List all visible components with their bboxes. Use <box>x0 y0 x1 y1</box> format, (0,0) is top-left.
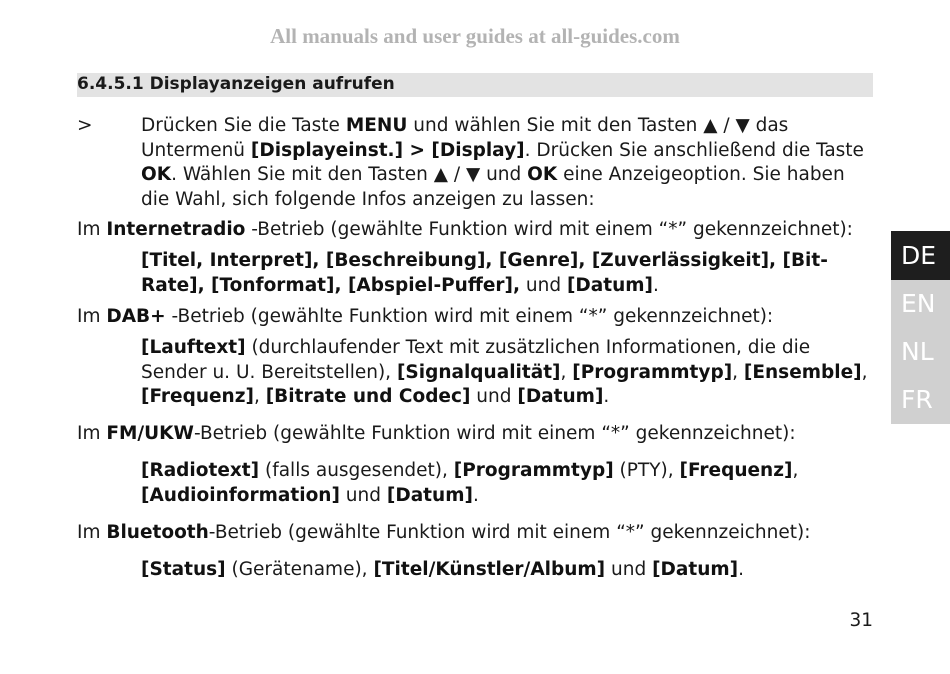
text-segment: -Betrieb (gewählte Funktion wird mit einem “*” gekennzeichnet): <box>165 306 774 327</box>
text-segment: Im <box>77 219 107 240</box>
text-segment: (Gerätename), <box>225 559 374 580</box>
text-segment: . <box>603 386 610 407</box>
bluetooth-mode-line <box>77 521 877 546</box>
fm-options <box>141 459 876 508</box>
option-frequenz: [Frequenz] <box>141 386 254 407</box>
mode-name: FM/UKW <box>106 423 194 444</box>
text-segment: -Betrieb (gewählte Funktion wird mit einem “*” gekennzeichnet): <box>208 522 811 543</box>
text-segment: Drücken Sie die Taste <box>141 115 346 136</box>
internetradio-options <box>141 249 876 298</box>
text-segment: , <box>861 361 868 383</box>
text-segment: , <box>253 386 266 407</box>
bluetooth-options <box>141 558 876 583</box>
fm-mode-line <box>77 422 877 447</box>
step-marker: > <box>77 115 93 136</box>
text-segment: und <box>605 559 653 580</box>
menu-path: [Displayeinst.] > [Display] <box>250 139 525 161</box>
option-status: [Status] <box>141 559 226 580</box>
text-segment: Im <box>77 522 107 543</box>
text-segment: und <box>339 484 387 506</box>
watermark-text: All manuals and user guides at all-guides.com <box>270 24 680 48</box>
text-segment: Im <box>77 306 107 327</box>
option-bitrate-codec: [Bitrate und Codec] <box>265 386 471 407</box>
mode-name: Bluetooth <box>106 522 209 543</box>
language-tab-nl[interactable]: NL <box>891 328 950 376</box>
text-segment: , <box>732 361 744 383</box>
option-datum: [Datum] <box>566 274 654 296</box>
text-segment: , <box>560 361 573 383</box>
dab-mode-line <box>77 305 877 330</box>
key-ok: OK <box>527 164 558 185</box>
option-signalqualitaet: [Signalqualität] <box>396 361 561 383</box>
section-title: 6.4.5.1 Displayanzeigen aufrufen <box>77 74 395 94</box>
text-segment: . Wählen Sie mit den Tasten ▲ / ▼ und <box>171 164 528 185</box>
text-segment: . <box>472 484 479 506</box>
key-ok: OK <box>141 164 172 185</box>
text-segment: und <box>520 274 567 296</box>
text-segment: . Drücken Sie anschließend die Taste <box>524 139 864 161</box>
text-segment: (durchlaufender Text mit zusätzlichen Informationen, die die Sender u. U. Bereitstellen), <box>141 337 811 383</box>
text-segment: . <box>738 559 745 580</box>
text-segment: (PTY), <box>613 460 680 481</box>
option-ensemble: [Ensemble] <box>743 361 862 383</box>
language-tabs <box>891 231 950 424</box>
option-lauftext: [Lauftext] <box>141 337 246 358</box>
option-datum: [Datum] <box>517 386 604 407</box>
option-programmtyp: [Programmtyp] <box>453 460 614 481</box>
option-datum: [Datum] <box>652 559 739 580</box>
option-audioinformation: [Audioinformation] <box>141 484 340 506</box>
option-programmtyp: [Programmtyp] <box>572 361 733 383</box>
option-frequenz: [Frequenz] <box>679 460 793 481</box>
option-radiotext: [Radiotext] <box>141 460 260 481</box>
text-segment: , <box>792 460 799 481</box>
mode-name: DAB+ <box>106 306 166 327</box>
text-segment: -Betrieb (gewählte Funktion wird mit einem “*” gekennzeichnet): <box>245 219 853 240</box>
option-datum: [Datum] <box>386 484 473 506</box>
text-segment: . <box>653 274 659 296</box>
dab-options <box>141 336 881 410</box>
text-segment: und wählen Sie mit den Tasten ▲ / ▼ das Untermenü <box>141 115 789 161</box>
text-segment: (falls ausgesendet), <box>259 460 454 481</box>
option-list: [Titel, Interpret], [Beschreibung], [Genre], [Zuverlässigkeit], [Bit-Rate], [Tonformat], [Abspiel-Puffer], <box>141 250 828 296</box>
text-segment: und <box>470 386 518 407</box>
text-segment: eine Anzeigeoption. Sie haben die Wahl, sich folgende Infos anzeigen zu lassen: <box>141 164 845 210</box>
language-tab-de[interactable]: DE <box>891 231 950 280</box>
language-tab-fr[interactable]: FR <box>891 376 950 424</box>
mode-name: Internetradio <box>106 219 246 240</box>
section-header-bar <box>77 73 873 97</box>
page-number: 31 <box>849 610 873 631</box>
step-instruction <box>141 114 876 212</box>
text-segment: Im <box>77 423 107 444</box>
text-segment: -Betrieb (gewählte Funktion wird mit einem “*” gekennzeichnet): <box>193 423 796 444</box>
language-tab-en[interactable]: EN <box>891 280 950 328</box>
key-menu: MENU <box>345 115 408 136</box>
option-titel-kuenstler-album: [Titel/Künstler/Album] <box>373 559 606 580</box>
internetradio-mode-line <box>77 218 877 243</box>
